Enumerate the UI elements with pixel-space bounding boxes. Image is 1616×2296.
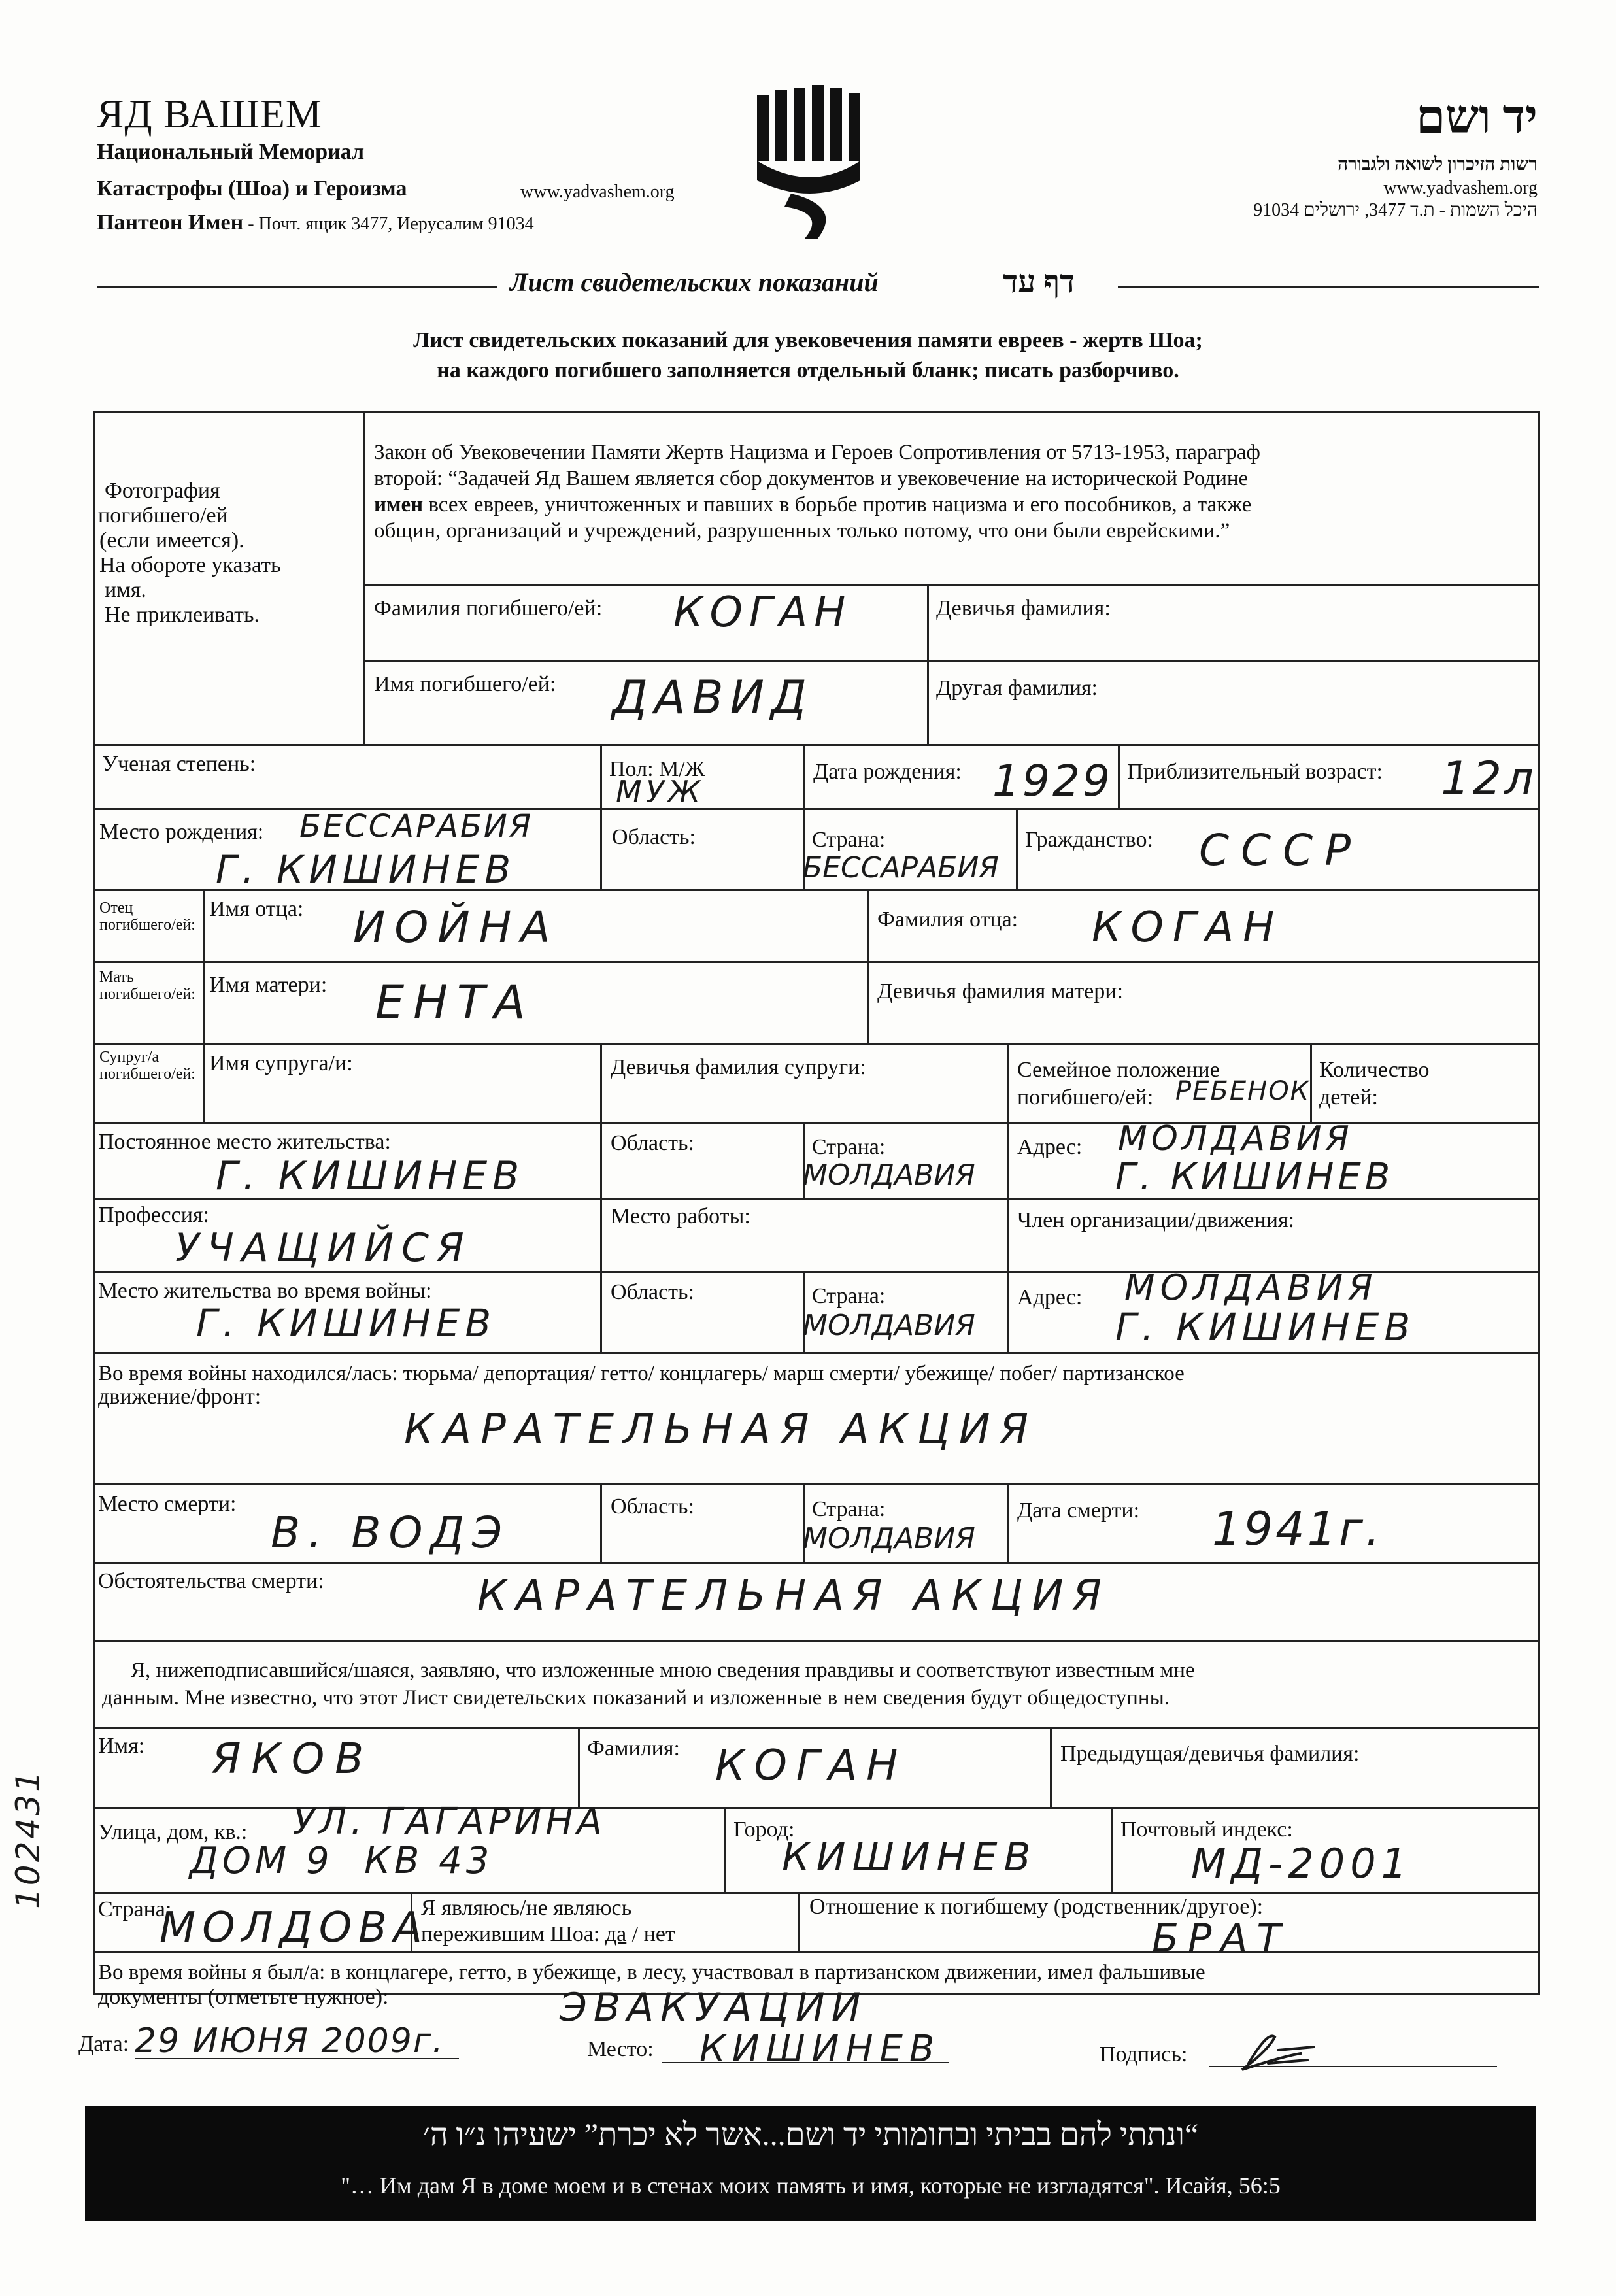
rule-father xyxy=(93,961,1538,963)
rule-death-place xyxy=(93,1562,1538,1564)
submitter-country-label: Страна: xyxy=(98,1897,172,1921)
vrule-death-date xyxy=(1007,1483,1009,1562)
citizenship-field[interactable]: СССР xyxy=(1199,825,1363,875)
vrule-city xyxy=(724,1807,726,1892)
wartime-country-label: Страна: xyxy=(812,1284,886,1308)
mother-maiden-label: Девичья фамилия матери: xyxy=(877,979,1123,1004)
date-field[interactable]: 29 ИЮНЯ 2009г. xyxy=(135,2021,445,2061)
website-left[interactable]: www.yadvashem.org xyxy=(520,182,675,202)
death-country-field[interactable]: МОЛДАВИЯ xyxy=(803,1522,975,1555)
memorial-line-2: Катастрофы (Шоа) и Героизма xyxy=(97,177,407,201)
vrule-children xyxy=(1310,1043,1312,1122)
law-paragraph xyxy=(374,439,1531,544)
father-name-label: Имя отца: xyxy=(209,897,304,921)
wartime-country-field[interactable]: МОЛДАВИЯ xyxy=(803,1309,975,1342)
city-field[interactable]: КИШИНЕВ xyxy=(782,1834,1037,1880)
date-label: Дата: xyxy=(78,2032,129,2056)
law-bold-word: имен xyxy=(374,493,424,516)
signature-mark[interactable] xyxy=(1229,2024,1334,2076)
victim-surname-field[interactable]: КОГАН xyxy=(673,588,852,637)
mother-name-field[interactable]: ЕНТА xyxy=(375,975,535,1029)
rule-street xyxy=(93,1892,1538,1894)
vrule-postal xyxy=(1111,1807,1113,1892)
postal-label: Почтовый индекс: xyxy=(1120,1817,1293,1842)
relation-field[interactable]: БРАТ xyxy=(1152,1916,1290,1961)
profession-label: Профессия: xyxy=(98,1203,209,1227)
menorah-logo xyxy=(752,82,869,246)
victim-maiden-label: Девичья фамилия: xyxy=(936,596,1111,620)
spouse-name-label: Имя супруга/и: xyxy=(209,1051,353,1075)
residence-address-label: Адрес: xyxy=(1017,1135,1083,1159)
street-field-1[interactable]: УЛ. ГАГАРИНА xyxy=(293,1800,606,1843)
submitter-war-field[interactable]: ЭВАКУАЦИИ xyxy=(560,1985,867,2031)
submitter-war-label-2: документы (отметьте нужное): xyxy=(98,1985,389,2009)
residence-field[interactable]: Г. КИШИНЕВ xyxy=(216,1153,525,1199)
birth-date-field[interactable]: 1929 xyxy=(992,756,1113,806)
survivor-label-1: Я являюсь/не являюсь xyxy=(421,1896,632,1920)
photo-text-1: Фотография xyxy=(105,479,220,503)
rule-photo-bottom xyxy=(93,744,1538,746)
street-field-2[interactable]: ДОМ 9 КВ 43 xyxy=(190,1840,494,1882)
wartime-region-label: Область: xyxy=(611,1280,694,1304)
victim-surname-label: Фамилия погибшего/ей: xyxy=(374,596,603,620)
survivor-yes-option[interactable]: да xyxy=(605,1922,627,1946)
instruction-line-1: Лист свидетельских показаний для увековечения памяти евреев - жертв Шоа; xyxy=(413,328,1203,352)
rule-during-war xyxy=(93,1483,1538,1485)
rule-declaration xyxy=(93,1727,1538,1729)
spouse-side-label: Супруг/а погибшего/ей: xyxy=(99,1049,195,1083)
birthplace-label: Место рождения: xyxy=(99,820,264,844)
submitter-surname-field[interactable]: КОГАН xyxy=(715,1742,907,1790)
vrule-submitter-surname xyxy=(578,1727,580,1807)
submitter-name-label: Имя: xyxy=(98,1734,145,1758)
survivor-no-option[interactable]: / нет xyxy=(626,1922,675,1946)
place-field[interactable]: КИШИНЕВ xyxy=(699,2028,941,2070)
sex-field[interactable]: МУЖ xyxy=(616,774,705,809)
birth-region-label: Область: xyxy=(612,825,696,849)
vrule-citizenship xyxy=(1016,808,1018,889)
death-place-label: Место смерти: xyxy=(98,1492,237,1516)
rule-wartime xyxy=(93,1352,1538,1354)
vrule-marital xyxy=(1007,1043,1009,1352)
law-line-4: общин, организаций и учреждений, разрушенных только потому, что они были еврейскими.” xyxy=(374,519,1230,543)
photo-text-6: Не приклеивать. xyxy=(105,603,260,627)
during-war-label-2: движение/фронт: xyxy=(98,1385,261,1409)
residence-label: Постоянное место жительства: xyxy=(98,1130,391,1154)
mother-name-label: Имя матери: xyxy=(209,973,328,997)
vrule-photo xyxy=(363,411,365,744)
wartime-address-label: Адрес: xyxy=(1017,1285,1083,1309)
marital-label-2: погибшего/ей: xyxy=(1017,1085,1154,1109)
death-place-field[interactable]: В. ВОДЭ xyxy=(271,1508,511,1558)
archive-number: 102431 xyxy=(9,1768,47,1909)
residence-country-field[interactable]: МОЛДАВИЯ xyxy=(803,1158,975,1192)
birthplace-field-1[interactable]: БЕССАРАБИЯ xyxy=(299,808,533,845)
memorial-line-1: Национальный Мемориал xyxy=(97,140,365,164)
workplace-label: Место работы: xyxy=(611,1204,750,1228)
memorial-line-3 xyxy=(97,211,534,235)
survivor-label-2 xyxy=(421,1922,675,1947)
hebrew-authority-line: רשות הזיכרון לשואה ולגבורה xyxy=(1337,154,1538,175)
mother-side-label: Мать погибшего/ей: xyxy=(99,969,195,1003)
approx-age-label: Приблизительный возраст: xyxy=(1127,760,1383,784)
quote-banner xyxy=(85,2106,1536,2221)
victim-name-label: Имя погибшего/ей: xyxy=(374,672,556,696)
declaration-line-2: данным. Мне известно, что этот Лист свидетельских показаний и изложенные в нем сведения будут общедоступны. xyxy=(102,1686,1170,1710)
vrule-parent-surname xyxy=(867,889,869,1043)
law-line-3 xyxy=(374,492,1531,518)
children-label-2: детей: xyxy=(1319,1085,1378,1109)
circumstances-field[interactable]: КАРАТЕЛЬНАЯ АКЦИЯ xyxy=(477,1572,1111,1620)
hebrew-address-line: היכל השמות - ת.ד 3477, ירושלים 91034 xyxy=(1253,200,1538,220)
wartime-address-field-1[interactable]: МОЛДАВИЯ xyxy=(1124,1267,1378,1308)
victim-other-surname-label: Другая фамилия: xyxy=(936,676,1098,700)
profession-field[interactable]: УЧАЩИЙСЯ xyxy=(175,1225,472,1271)
submitter-prev-surname-label: Предыдущая/девичья фамилия: xyxy=(1060,1742,1360,1766)
yad-vashem-title-he: יד ושם xyxy=(1416,91,1538,143)
marital-label-1: Семейное положение xyxy=(1017,1058,1220,1082)
marital-field[interactable]: РЕБЕНОК xyxy=(1175,1076,1311,1106)
signature-label: Подпись: xyxy=(1100,2042,1188,2067)
circumstances-label: Обстоятельства смерти: xyxy=(98,1569,324,1593)
citizenship-label: Гражданство: xyxy=(1025,828,1153,852)
city-label: Город: xyxy=(733,1817,795,1842)
vrule-age xyxy=(1118,744,1120,808)
law-line-2: второй: “Задачей Яд Вашем является сбор документов и увековечение на исторической Родине xyxy=(374,467,1249,490)
submitter-country-field[interactable]: МОЛДОВА xyxy=(160,1904,429,1952)
vrule-maiden xyxy=(927,584,929,744)
law-line-3-rest: всех евреев, уничтоженных и павших в борьбе против нацизма и его пособников, а также xyxy=(423,493,1252,516)
vrule-relation xyxy=(798,1892,800,1951)
death-country-label: Страна: xyxy=(812,1497,886,1521)
birth-country-label: Страна: xyxy=(812,828,886,852)
instruction-line-2: на каждого погибшего заполняется отдельный бланк; писать разборчиво. xyxy=(437,358,1179,382)
form-title-hebrew: דף עד xyxy=(1003,265,1075,299)
banner-hebrew: “ונתתי להם בביתי ובחומותי יד ושם...אשר לא יכרת” ישעיהו נ״ו ה׳ xyxy=(422,2118,1199,2152)
title-rule-left xyxy=(97,286,497,288)
death-date-field[interactable]: 1941г. xyxy=(1212,1502,1383,1556)
rule-surname xyxy=(363,584,1538,586)
spouse-maiden-label: Девичья фамилия супруги: xyxy=(611,1055,866,1079)
during-war-field[interactable]: КАРАТЕЛЬНАЯ АКЦИЯ xyxy=(404,1406,1038,1454)
po-box: - Почт. ящик 3477, Иерусалим 91034 xyxy=(243,214,534,234)
victim-name-field[interactable]: ДАВИД xyxy=(612,671,813,724)
photo-text-4: На обороте указать xyxy=(99,553,281,577)
wartime-address-field-2[interactable]: Г. КИШИНЕВ xyxy=(1115,1305,1416,1349)
sex-label: Пол: М/Ж xyxy=(609,757,705,781)
rule-mother xyxy=(93,1043,1538,1045)
approx-age-field[interactable]: 12л xyxy=(1441,752,1536,805)
vrule-prev-surname xyxy=(1050,1727,1052,1807)
rule-circumstances xyxy=(93,1640,1538,1642)
residence-address-field-2[interactable]: Г. КИШИНЕВ xyxy=(1115,1156,1394,1198)
death-region-label: Область: xyxy=(611,1494,694,1519)
submitter-name-field[interactable]: ЯКОВ xyxy=(212,1735,375,1783)
survivor-prefix: пережившим Шоа: xyxy=(421,1922,605,1946)
yad-vashem-title-ru: ЯД ВАШЕМ xyxy=(97,92,322,137)
website-right[interactable]: www.yadvashem.org xyxy=(1383,178,1538,198)
member-label: Член организации/движения: xyxy=(1017,1208,1294,1232)
death-date-label: Дата смерти: xyxy=(1017,1498,1140,1523)
law-line-1: Закон об Увековечении Памяти Жертв Нацизма и Героев Сопротивления от 5713-1953, параграф xyxy=(374,441,1260,464)
submitter-surname-label: Фамилия: xyxy=(587,1736,680,1761)
postal-field[interactable]: МД-2001 xyxy=(1191,1840,1413,1887)
rule-name xyxy=(363,660,1538,662)
vrule-spouse-maiden xyxy=(600,1043,602,1352)
photo-placeholder[interactable] xyxy=(98,479,360,628)
during-war-label-1: Во время войны находился/лась: тюрьма/ депортация/ гетто/ концлагерь/ марш смерти/ убежище/ побег/ партизанское xyxy=(98,1362,1185,1385)
title-rule-right xyxy=(1118,286,1539,288)
vrule-death-region xyxy=(600,1483,602,1562)
birth-date-label: Дата рождения: xyxy=(813,760,962,784)
children-label-1: Количество xyxy=(1319,1058,1430,1082)
relation-label: Отношение к погибшему (родственник/другое): xyxy=(809,1895,1264,1919)
form-title: Лист свидетельских показаний xyxy=(510,267,879,297)
photo-text-3: (если имеется). xyxy=(99,528,244,552)
wartime-residence-field[interactable]: Г. КИШИНЕВ xyxy=(196,1301,497,1345)
vrule-sex xyxy=(600,744,602,889)
banner-russian: "… Им дам Я в доме моем и в стенах моих память и имя, которые не изгладятся". Исайя, 56:5 xyxy=(341,2172,1281,2199)
wartime-residence-label: Место жительства во время войны: xyxy=(98,1279,432,1303)
father-name-field[interactable]: ИОЙНА xyxy=(353,902,560,953)
place-label: Место: xyxy=(587,2037,654,2061)
residence-address-field-1[interactable]: МОЛДАВИЯ xyxy=(1118,1119,1353,1158)
father-side-label: Отец погибшего/ей: xyxy=(99,900,195,934)
submitter-war-label-1: Во время войны я был/а: в концлагере, гетто, в убежище, в лесу, участвовал в партизанском движении, имел фальшивые xyxy=(98,1961,1205,1984)
residence-region-label: Область: xyxy=(611,1131,694,1155)
birth-country-field[interactable]: БЕССАРАБИЯ xyxy=(803,851,999,885)
declaration-line-1: Я, нижеподписавшийся/шаяся, заявляю, что изложенные мною сведения правдивы и соответствуют известным мне xyxy=(131,1659,1195,1682)
vrule-relatives xyxy=(203,889,205,1122)
pantheon-label: Пантеон Имен xyxy=(97,211,244,235)
degree-label: Ученая степень: xyxy=(102,752,256,776)
father-surname-field[interactable]: КОГАН xyxy=(1092,903,1284,952)
photo-text-2: погибшего/ей xyxy=(98,503,228,528)
street-label: Улица, дом, кв.: xyxy=(98,1820,248,1844)
photo-text-5: имя. xyxy=(105,578,146,602)
father-surname-label: Фамилия отца: xyxy=(877,907,1018,932)
birthplace-field-2[interactable]: Г. КИШИНЕВ xyxy=(216,847,516,892)
residence-country-label: Страна: xyxy=(812,1135,886,1159)
